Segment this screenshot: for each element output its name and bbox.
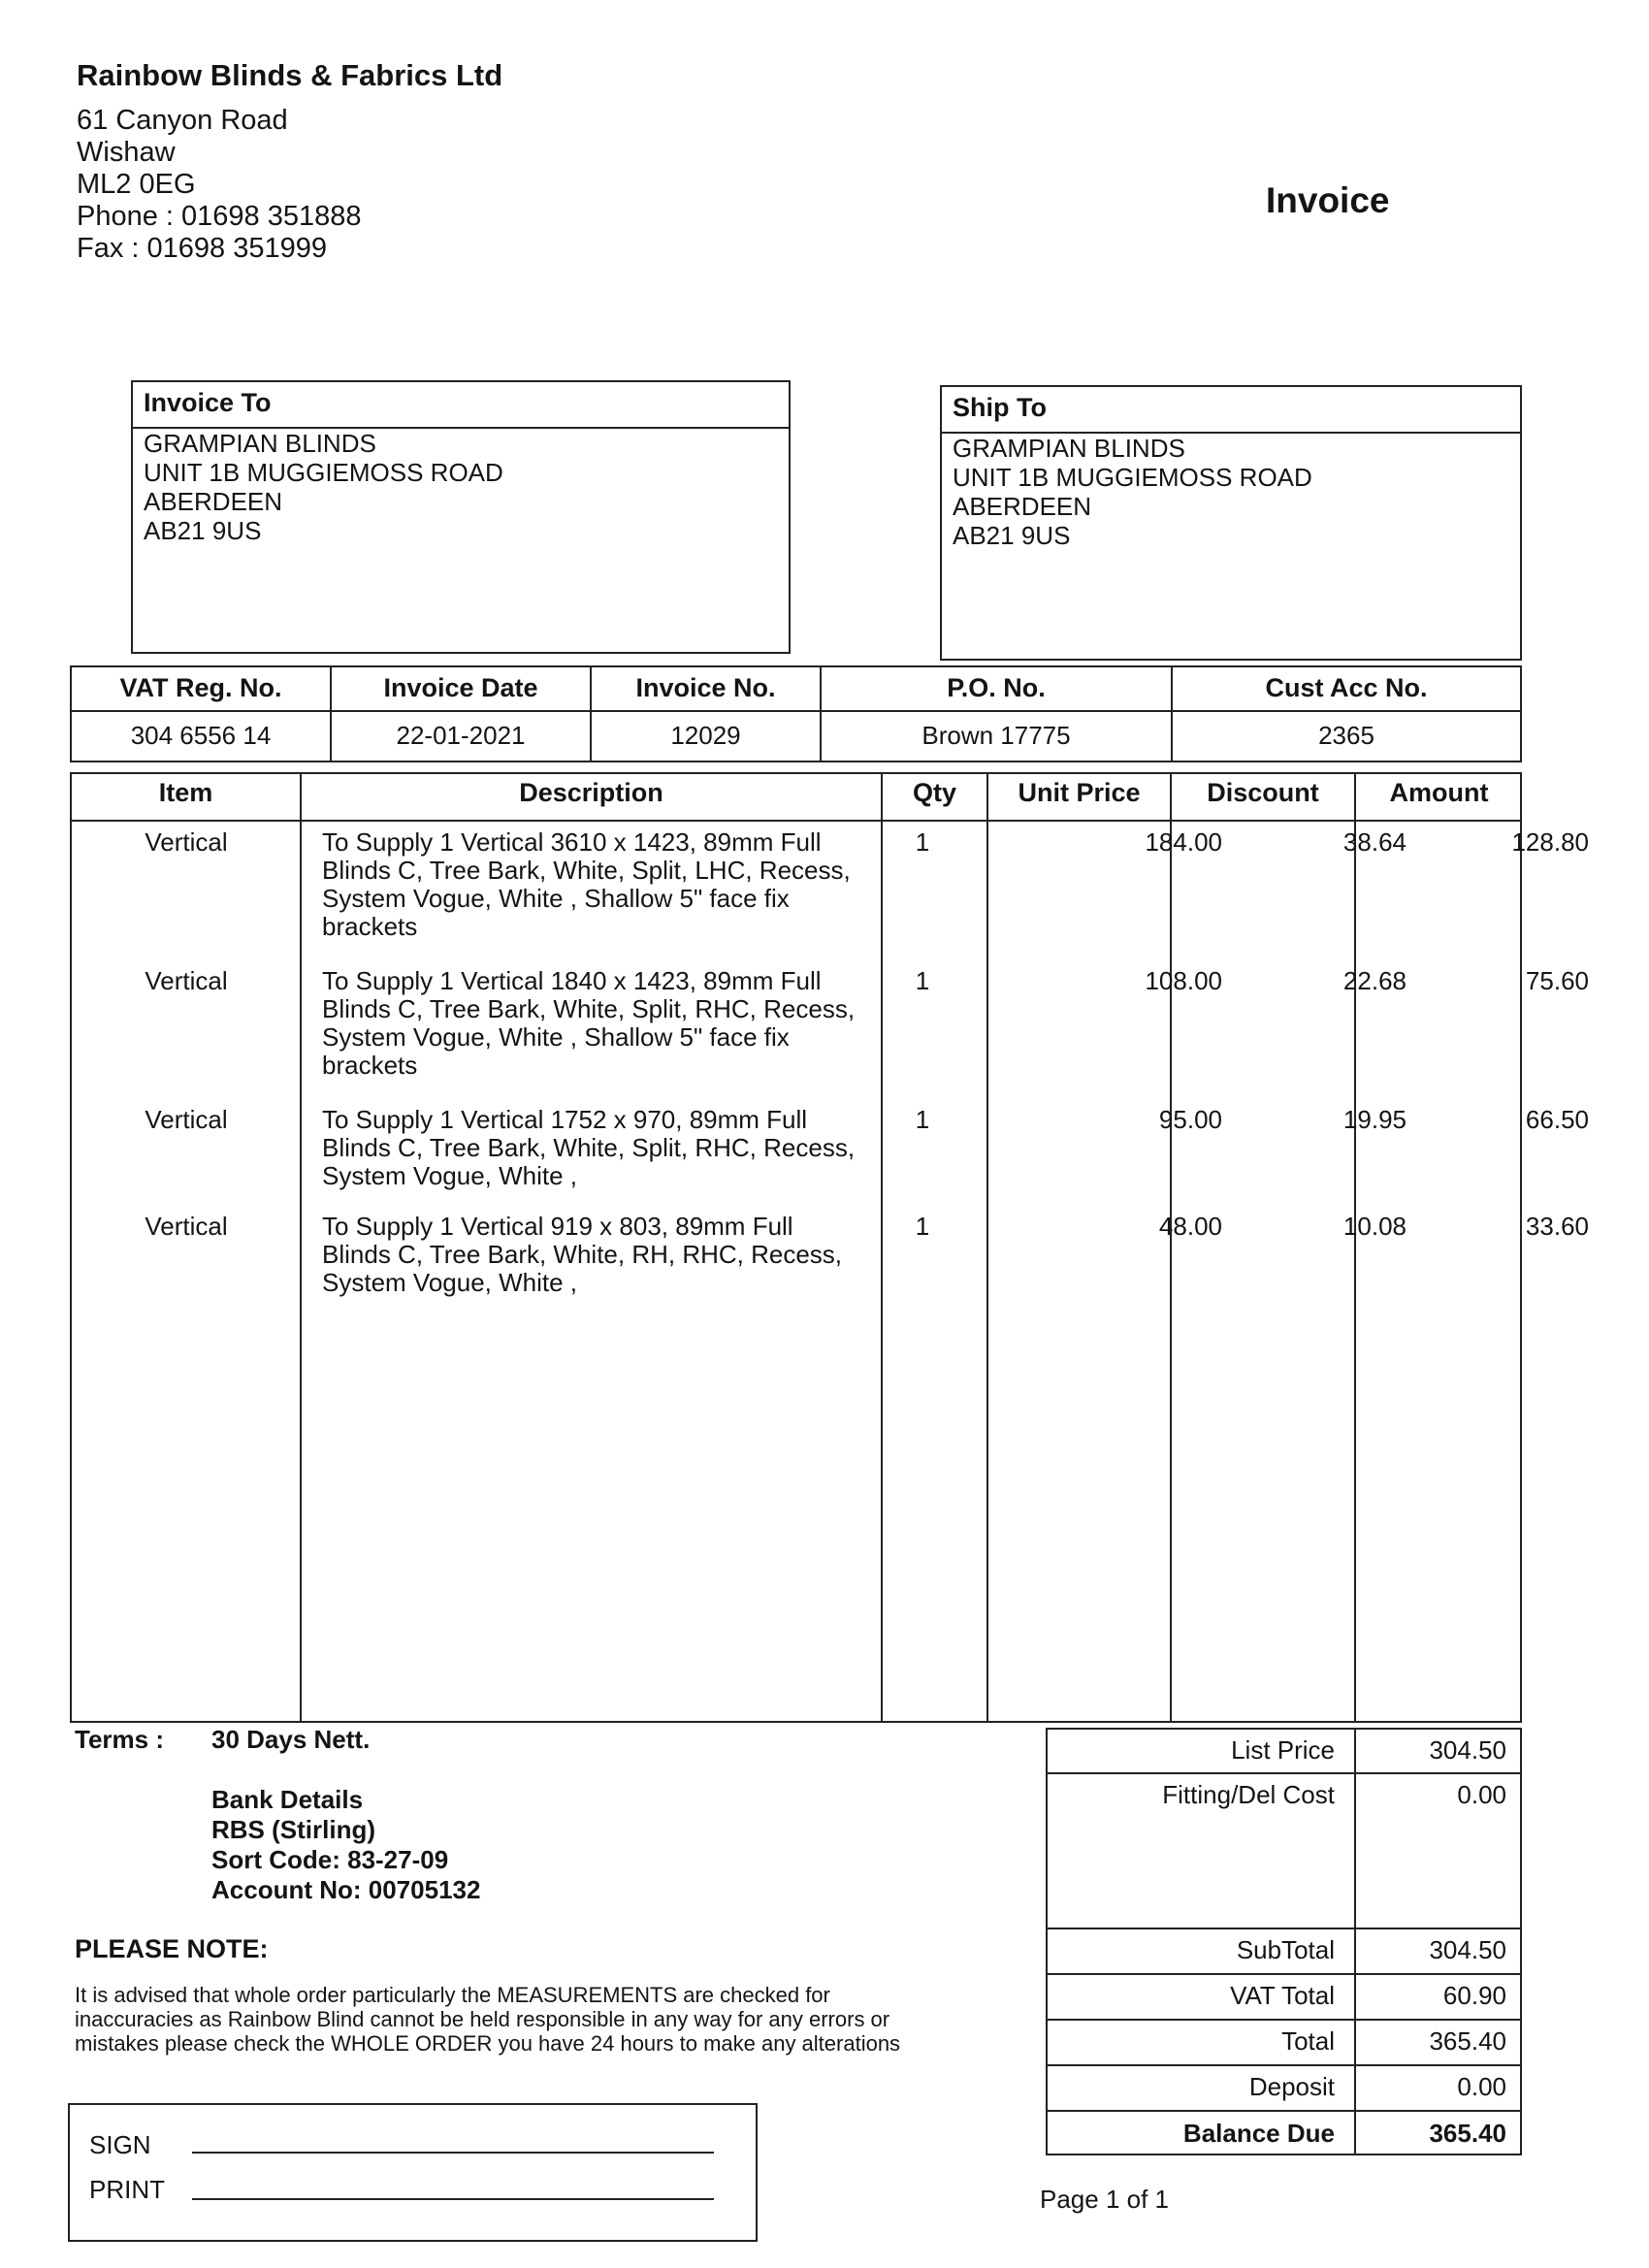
amount-cell: 128.80 — [1511, 827, 1589, 857]
totals-line — [1048, 1973, 1520, 1975]
qty-cell: 1 — [915, 1105, 930, 1134]
discount-cell: 19.95 — [1342, 1105, 1406, 1134]
address-line: GRAMPIAN BLINDS — [144, 429, 376, 458]
discount-cell: 22.68 — [1342, 966, 1406, 995]
discount-cell: 10.08 — [1342, 1212, 1406, 1241]
address-line: ABERDEEN — [144, 487, 283, 516]
header-divider — [72, 820, 1520, 822]
item-header: Item — [158, 778, 213, 807]
description-line: Blinds C, Tree Bark, White, Split, RHC, Recess, — [322, 1133, 856, 1162]
address-line: AB21 9US — [144, 516, 262, 545]
column-divider — [300, 774, 302, 1721]
invoice-to-label: Invoice To — [133, 382, 789, 429]
description-line: To Supply 1 Vertical 1752 x 970, 89mm Full — [322, 1105, 808, 1134]
note-text — [75, 1983, 996, 2056]
total-label: Total — [1281, 2026, 1335, 2056]
description-line: System Vogue, White , — [322, 1161, 578, 1190]
address-line: AB21 9US — [953, 521, 1071, 550]
item-cell: Vertical — [145, 1212, 228, 1241]
invoice-no-value: 12029 — [670, 721, 741, 750]
ship-to-address — [942, 434, 1520, 550]
vat-reg-value: 304 6556 14 — [130, 721, 272, 750]
totals-line — [1048, 1928, 1520, 1929]
description-line: To Supply 1 Vertical 919 x 803, 89mm Full — [322, 1212, 793, 1241]
description-line: To Supply 1 Vertical 1840 x 1423, 89mm Full — [322, 966, 822, 995]
column-divider — [1170, 774, 1172, 1721]
unit-price-cell: 184.00 — [1145, 827, 1222, 857]
description-line: System Vogue, White , Shallow 5" face fix — [322, 1022, 790, 1052]
sort-code: Sort Code: 83-27-09 — [211, 1845, 449, 1874]
qty-header: Qty — [912, 778, 956, 807]
description-cell — [322, 1106, 943, 1190]
bank-details — [211, 1785, 480, 1905]
qty-cell: 1 — [915, 966, 930, 995]
balance-due-label: Balance Due — [1182, 2119, 1335, 2148]
description-line: To Supply 1 Vertical 3610 x 1423, 89mm Full — [322, 827, 822, 857]
unit-price-cell: 48.00 — [1158, 1212, 1222, 1241]
po-no-column — [822, 667, 1173, 761]
description-cell — [322, 967, 943, 1080]
subtotal-value: 304.50 — [1429, 1935, 1506, 1964]
discount-header: Discount — [1207, 778, 1319, 807]
column-divider — [986, 774, 988, 1721]
deposit-label: Deposit — [1248, 2072, 1335, 2101]
phone-line: Phone : 01698 351888 — [77, 201, 362, 232]
list-price-label: List Price — [1231, 1735, 1335, 1765]
line-items-table — [70, 772, 1589, 1723]
company-address — [77, 105, 362, 265]
description-line: System Vogue, White , — [322, 1268, 578, 1297]
address-line: GRAMPIAN BLINDS — [953, 434, 1185, 463]
invoice-no-header: Invoice No. — [592, 667, 820, 712]
fitting-value: 0.00 — [1457, 1780, 1506, 1809]
vat-reg-header: VAT Reg. No. — [72, 667, 330, 712]
bank-details-title: Bank Details — [211, 1785, 364, 1814]
invoice-date-header: Invoice Date — [332, 667, 590, 712]
account-number: Account No: 00705132 — [211, 1875, 481, 1904]
address-line: ML2 0EG — [77, 169, 196, 200]
address-line: Wishaw — [77, 137, 176, 168]
note-line: inaccuracies as Rainbow Blind cannot be held responsible in any way for any errors or — [75, 2007, 890, 2031]
qty-cell: 1 — [915, 827, 930, 857]
deposit-value: 0.00 — [1457, 2072, 1506, 2101]
description-line: Blinds C, Tree Bark, White, Split, LHC, Recess, — [322, 856, 851, 885]
cust-acc-column — [1173, 667, 1520, 761]
totals-line — [1048, 1772, 1520, 1774]
unit-price-cell: 95.00 — [1158, 1105, 1222, 1134]
invoice-date-column — [332, 667, 592, 761]
address-line: UNIT 1B MUGGIEMOSS ROAD — [953, 463, 1312, 492]
note-title: PLEASE NOTE: — [75, 1934, 269, 1963]
fitting-label: Fitting/Del Cost — [1162, 1780, 1335, 1809]
address-line: 61 Canyon Road — [77, 105, 288, 136]
description-cell — [322, 828, 943, 941]
amount-cell: 66.50 — [1525, 1105, 1589, 1134]
amount-cell: 75.60 — [1525, 966, 1589, 995]
description-line: Blinds C, Tree Bark, White, Split, RHC, Recess, — [322, 994, 856, 1023]
print-label: PRINT — [89, 2175, 165, 2204]
description-header: Description — [519, 778, 663, 807]
cust-acc-header: Cust Acc No. — [1173, 667, 1520, 712]
invoice-no-column — [592, 667, 822, 761]
invoice-to-address — [133, 429, 789, 545]
po-no-header: P.O. No. — [822, 667, 1171, 712]
discount-cell: 38.64 — [1342, 827, 1406, 857]
invoice-to-box — [131, 380, 791, 654]
address-line: ABERDEEN — [953, 492, 1092, 521]
subtotal-label: SubTotal — [1236, 1935, 1335, 1964]
print-line[interactable] — [192, 2198, 714, 2200]
vat-total-value: 60.90 — [1442, 1981, 1506, 2010]
totals-box — [1046, 1728, 1522, 2155]
balance-due-value: 365.40 — [1429, 2119, 1506, 2148]
description-line: brackets — [322, 912, 418, 941]
vat-total-label: VAT Total — [1230, 1981, 1335, 2010]
unit-price-cell: 108.00 — [1145, 966, 1222, 995]
description-line: Blinds C, Tree Bark, White, RH, RHC, Recess, — [322, 1240, 843, 1269]
company-name: Rainbow Blinds & Fabrics Ltd — [77, 58, 503, 92]
fax-line: Fax : 01698 351999 — [77, 233, 327, 264]
terms-value: 30 Days Nett. — [211, 1725, 371, 1754]
totals-line — [1048, 2019, 1520, 2021]
signature-box — [68, 2103, 758, 2242]
amount-cell: 33.60 — [1525, 1212, 1589, 1241]
qty-cell: 1 — [915, 1212, 930, 1241]
totals-line — [1048, 2110, 1520, 2112]
sign-line[interactable] — [192, 2152, 714, 2154]
total-value: 365.40 — [1429, 2026, 1506, 2056]
note-line: mistakes please check the WHOLE ORDER you have 24 hours to make any alterations — [75, 2031, 901, 2056]
ship-to-box — [940, 385, 1522, 661]
bank-name: RBS (Stirling) — [211, 1815, 375, 1844]
terms-label: Terms : — [75, 1725, 164, 1754]
list-price-value: 304.50 — [1429, 1735, 1506, 1765]
item-cell: Vertical — [145, 966, 228, 995]
item-cell: Vertical — [145, 1105, 228, 1134]
page-number: Page 1 of 1 — [1040, 2185, 1169, 2214]
address-line: UNIT 1B MUGGIEMOSS ROAD — [144, 458, 503, 487]
column-divider — [1354, 774, 1356, 1721]
unit-price-header: Unit Price — [1018, 778, 1141, 807]
po-no-value: Brown 17775 — [922, 721, 1071, 750]
invoice-date-value: 22-01-2021 — [396, 721, 526, 750]
description-line: System Vogue, White , Shallow 5" face fix — [322, 884, 790, 913]
cust-acc-value: 2365 — [1318, 721, 1374, 750]
description-line: brackets — [322, 1051, 418, 1080]
note-line: It is advised that whole order particularly the MEASUREMENTS are checked for — [75, 1983, 830, 2007]
totals-line — [1048, 2064, 1520, 2066]
vat-reg-column — [72, 667, 332, 761]
invoice-info-table — [70, 665, 1522, 762]
document-title: Invoice — [1266, 180, 1390, 220]
description-cell — [322, 1213, 943, 1297]
sign-label: SIGN — [89, 2130, 151, 2159]
item-cell: Vertical — [145, 827, 228, 857]
amount-header: Amount — [1389, 778, 1489, 807]
ship-to-label: Ship To — [942, 387, 1520, 434]
